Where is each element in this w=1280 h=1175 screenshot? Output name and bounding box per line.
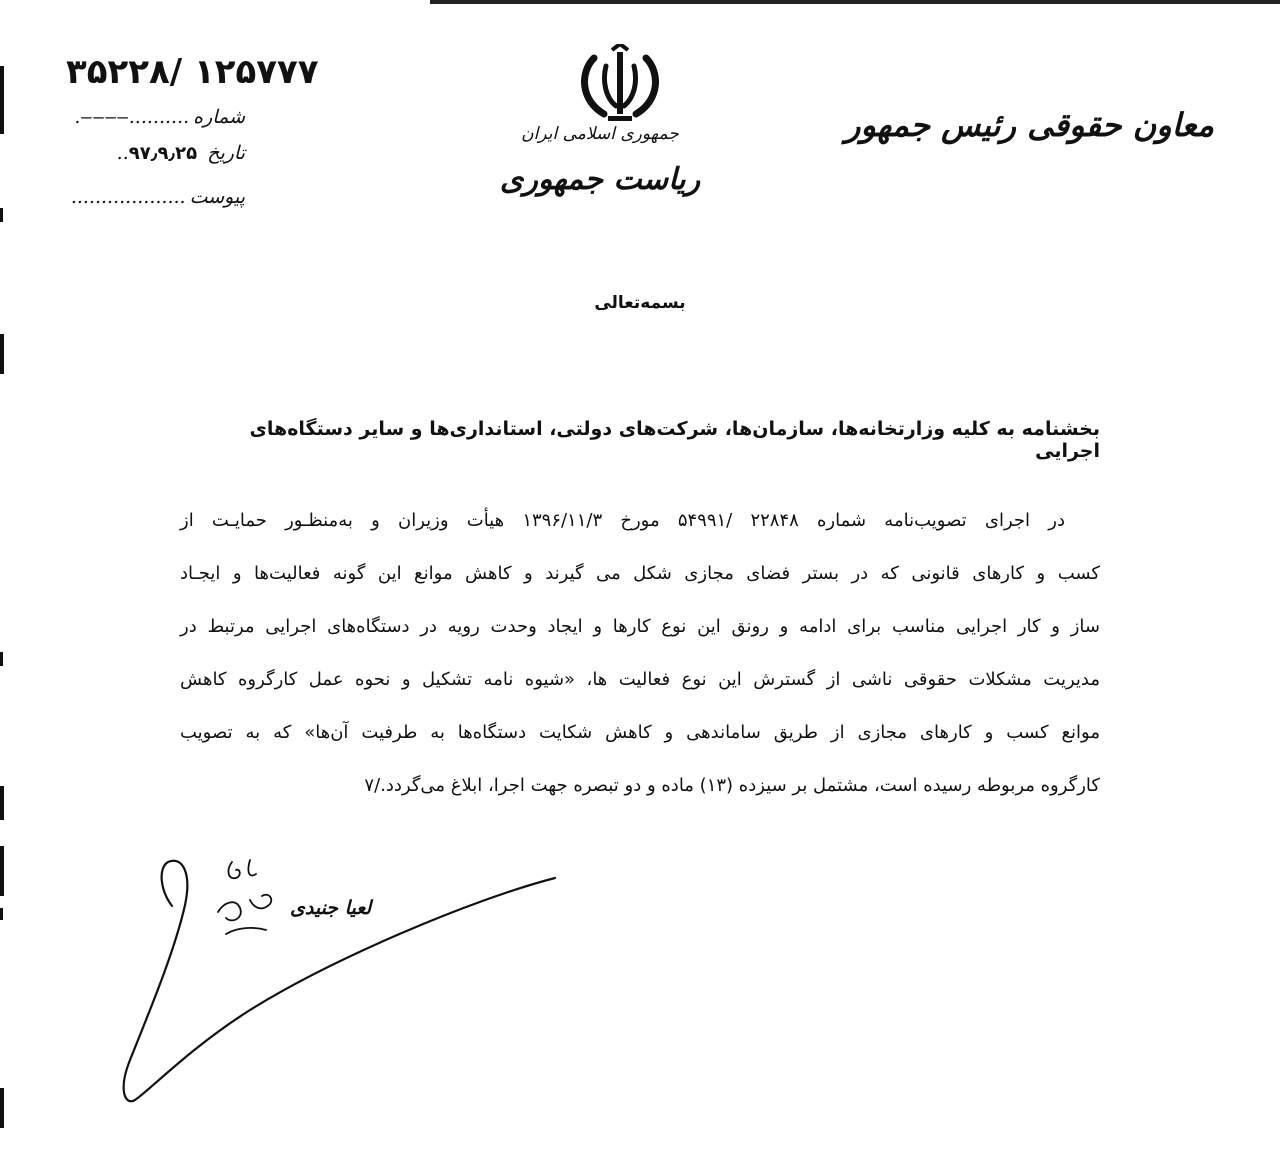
subject-heading: بخشنامه به کلیه وزارتخانه‌ها، سازمان‌ها، شرکت‌های دولتی، استانداری‌ها و سایر دستگاه‌های اجرایی <box>249 418 1100 462</box>
attachment-row <box>60 186 245 208</box>
letter-number-handwritten: ۳۵۲۲۸/ ۱۲۵۷۷۷ <box>66 52 319 92</box>
body-line: موانع کسب و کارهای مجازی از طریق ساماندهی و کاهش شکایت دستگاه‌ها به طرفیت آن‌ها» که به تصویب <box>180 722 1100 743</box>
emblem-icon <box>572 44 668 124</box>
body-line: ساز و کار اجرایی مناسب برای ادامه و رونق این نوع کارها و ایجاد وحدت رویه در دستگاه‌های اجرایی مرتبط در <box>180 616 1100 637</box>
body-line: کسب و کارهای قانونی که در بستر فضای مجازی شکل می گیرند و کاهش موانع این گونه فعالیت‌ها و ایجـاد <box>180 563 1100 584</box>
number-row <box>60 106 245 128</box>
date-label: تاریخ <box>207 142 245 164</box>
attachment-label: پیوست <box>189 186 245 208</box>
left-margin-mark <box>0 786 4 820</box>
attachment-dots: ................... <box>70 186 186 208</box>
left-margin-mark <box>0 846 4 896</box>
invocation-heading: بسمه‌تعالی <box>594 293 686 313</box>
left-margin-mark <box>0 908 3 920</box>
left-margin-mark <box>0 652 3 666</box>
left-margin-mark <box>0 334 4 374</box>
signer-name: لعیا جنیدی <box>290 897 372 919</box>
body-line: در اجرای تصویب‌نامه شماره ۲۲۸۴۸ /۵۴۹۹۱ مورخ ۱۳۹۶/۱۱/۳ هیأت وزیران و به‌منظـور حمایـت از <box>180 510 1065 531</box>
date-dots: .. <box>116 142 129 164</box>
office-title: معاون حقوقی رئیس جمهور <box>845 106 1214 144</box>
body-line: مدیریت مشکلات حقوقی ناشی از گسترش این نوع فعالیت ها، «شیوه نامه تشکیل و نحوه عمل کارگروه کاهش <box>180 669 1100 690</box>
date-value: ۹۷٫۹٫۲۵ <box>128 143 198 164</box>
date-row <box>60 142 245 164</box>
left-margin-mark <box>0 208 3 222</box>
emblem-country-text: جمهوری اسلامی ایران <box>521 124 679 144</box>
emblem-organization-text: ریاست جمهوری <box>499 162 701 197</box>
number-dots: ..........‒‒‒‒. <box>74 106 190 128</box>
left-margin-mark <box>0 66 4 134</box>
left-margin-mark <box>0 1088 4 1128</box>
top-border-line <box>430 0 1280 4</box>
number-label: شماره <box>193 106 245 128</box>
body-line: کارگروه مربوطه رسیده است، مشتمل بر سیزده (۱۳) ماده و دو تبصره جهت اجرا، ابلاغ می‌گردد./۷ <box>364 775 1100 796</box>
